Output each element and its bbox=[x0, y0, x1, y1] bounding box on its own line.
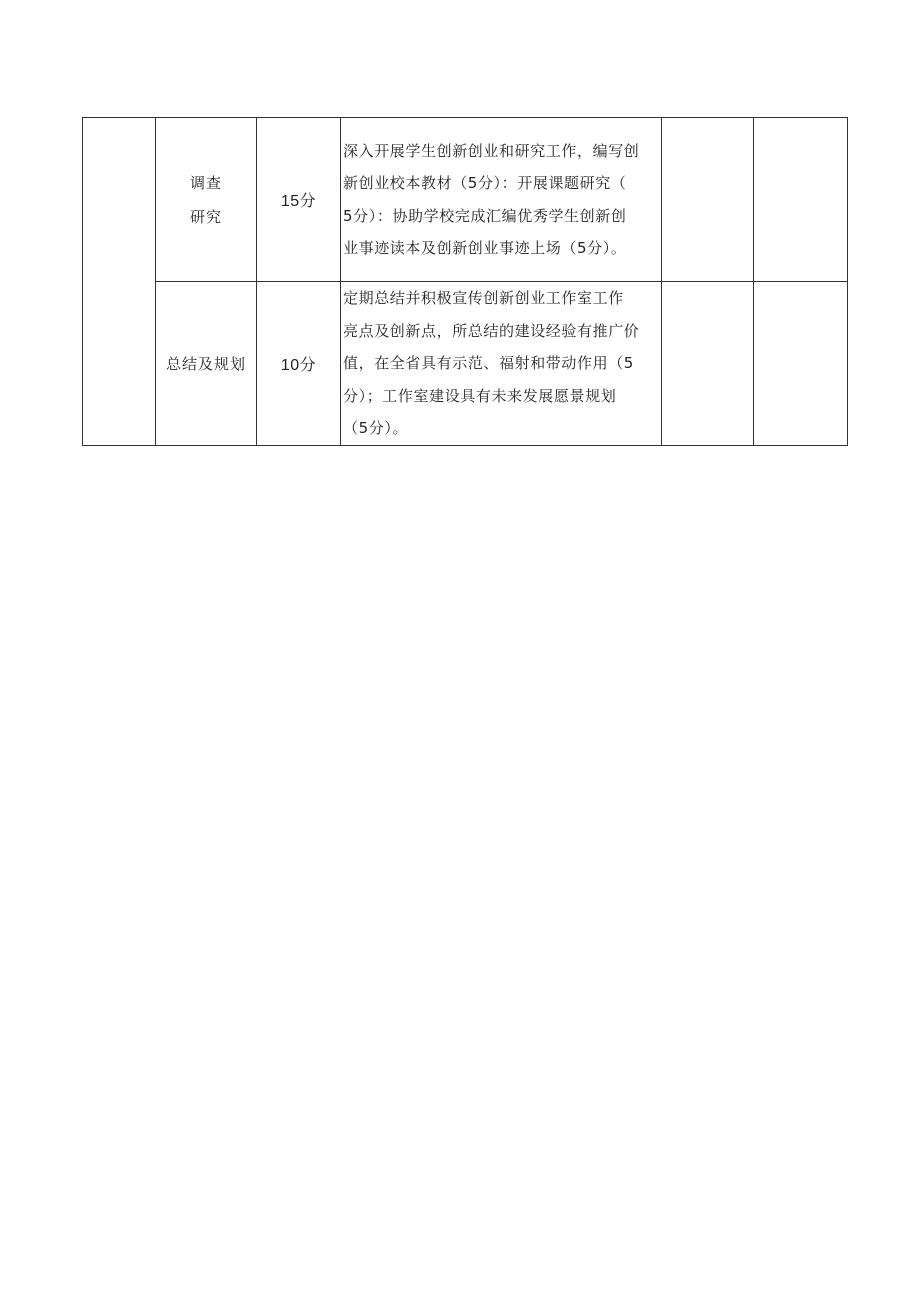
criteria-cell bbox=[341, 282, 662, 446]
item-name bbox=[156, 166, 256, 234]
criteria-line: 亮点及创新点，所总结的建设经验有推广价 bbox=[343, 321, 640, 340]
self-score-cell[interactable] bbox=[662, 118, 754, 282]
score-value: 10分 bbox=[280, 357, 317, 374]
criteria-text bbox=[341, 135, 661, 265]
criteria-line: 值，在全省具有示范、福射和带动作用（5 bbox=[343, 354, 634, 373]
score-cell bbox=[257, 282, 341, 446]
category-cell bbox=[83, 118, 156, 446]
criteria-cell bbox=[341, 118, 662, 282]
table-row bbox=[83, 118, 848, 282]
evaluation-table bbox=[82, 117, 848, 446]
item-name bbox=[156, 347, 256, 381]
final-score-cell[interactable] bbox=[754, 282, 848, 446]
criteria-line: 新创业校本教材（5分）：开展课题研究（ bbox=[343, 174, 627, 192]
criteria-line: 分）；工作室建设具有未来发展愿景规划 bbox=[343, 386, 617, 405]
item-name-cell bbox=[156, 282, 257, 446]
item-name-cell bbox=[156, 118, 257, 282]
criteria-line: （5分）。 bbox=[343, 419, 409, 438]
score-cell bbox=[257, 118, 341, 282]
final-score-cell[interactable] bbox=[754, 118, 848, 282]
item-name-line: 调查 bbox=[189, 173, 222, 192]
table-row bbox=[83, 282, 848, 446]
criteria-line: 5分）：协助学校完成汇编优秀学生创新创 bbox=[343, 206, 627, 225]
item-name-line: 总结及规划 bbox=[165, 354, 246, 373]
score-value: 15分 bbox=[280, 193, 317, 210]
self-score-cell[interactable] bbox=[662, 282, 754, 446]
criteria-line: 深入开展学生创新创业和研究工作，编写创 bbox=[343, 141, 640, 160]
criteria-text bbox=[341, 282, 661, 445]
criteria-line: 业事迹读本及创新创业事迹上场（5分）。 bbox=[343, 239, 627, 257]
item-name-line: 研究 bbox=[189, 207, 222, 226]
criteria-line: 定期总结并积极宣传创新创业工作室工作 bbox=[343, 289, 624, 308]
